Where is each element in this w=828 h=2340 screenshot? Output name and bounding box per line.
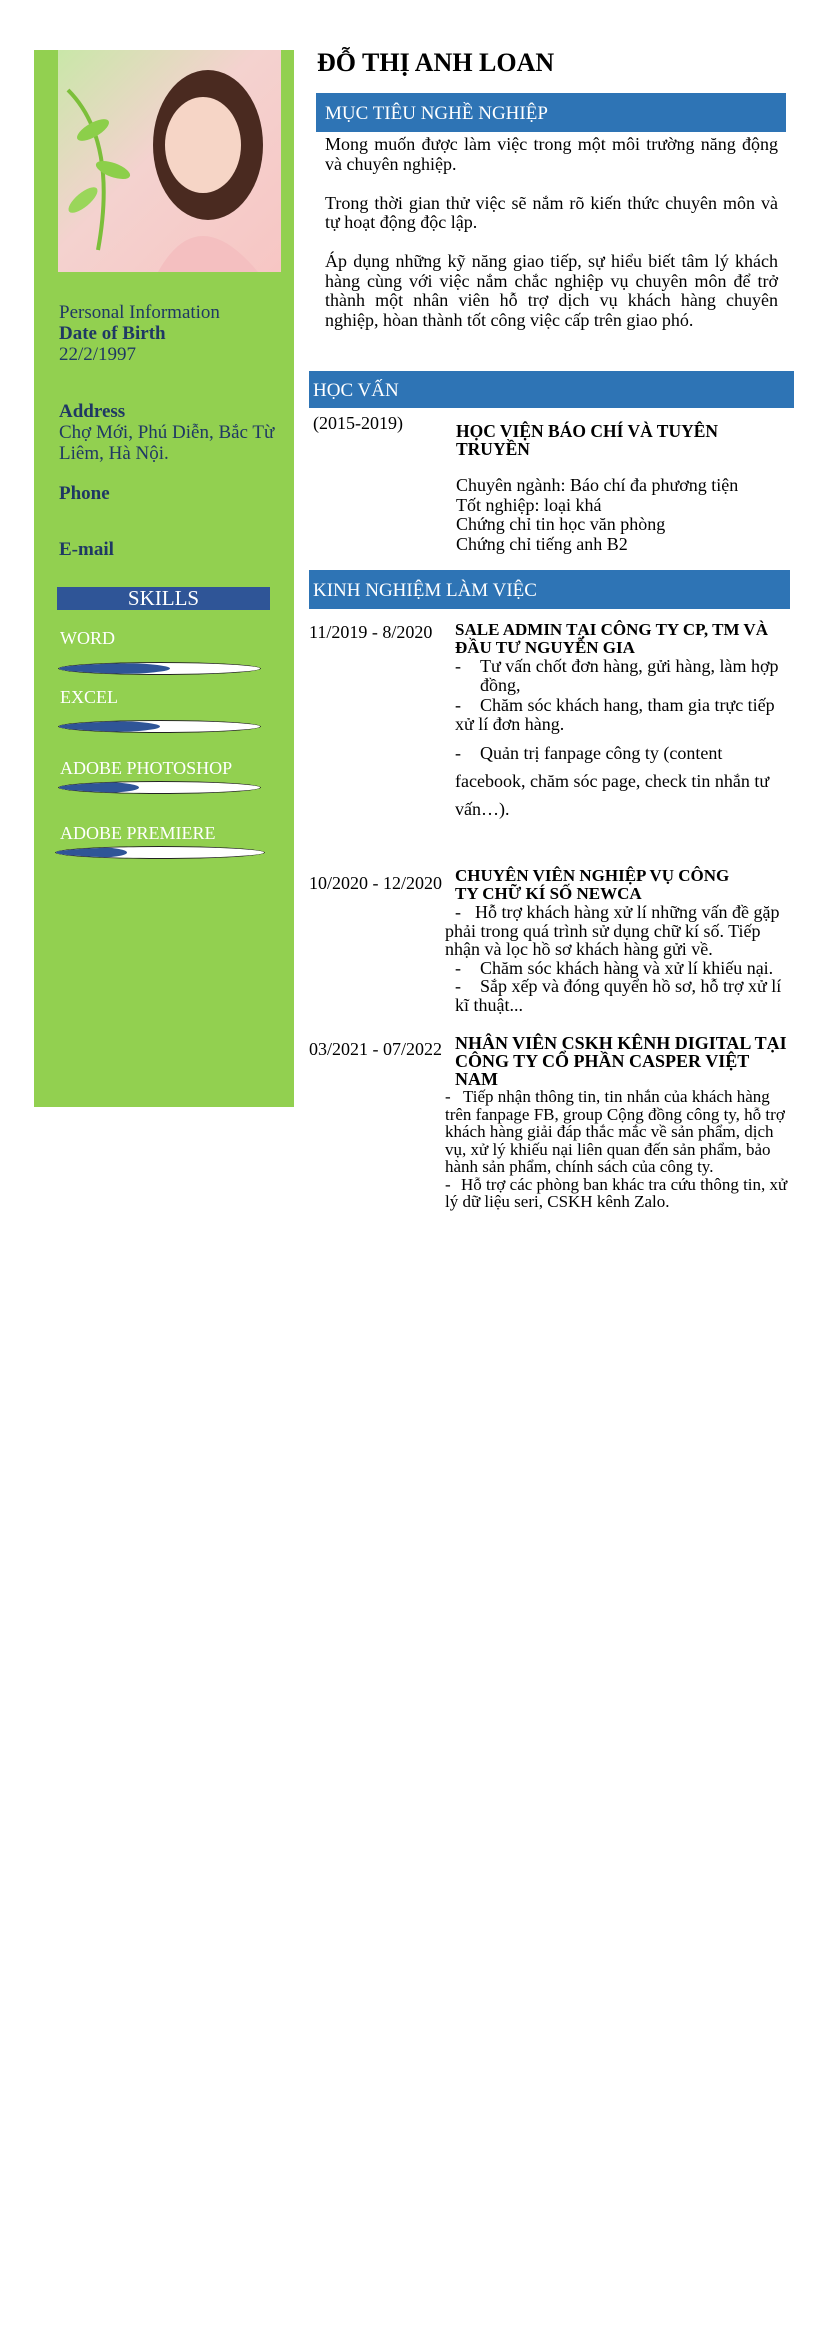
education-line: Tốt nghiệp: loại khá xyxy=(456,494,602,515)
job-bullet: Hỗ trợ khách hàng xử lí những vấn đề gặp phải trong quá trình sử dụng chữ kí số. Tiếp nhận và lọc hồ sơ khách hàng gửi về. xyxy=(445,902,780,959)
objective-body xyxy=(325,135,778,330)
education-line: Chứng chỉ tiếng anh B2 xyxy=(456,533,628,554)
education-content xyxy=(456,422,796,554)
education-details xyxy=(456,476,796,554)
skill-label: ADOBE PHOTOSHOP xyxy=(60,758,233,778)
experience-header: KINH NGHIỆM LÀM VIỆC xyxy=(309,570,790,609)
job-period: 10/2020 - 12/2020 xyxy=(309,873,442,893)
job-period: 03/2021 - 07/2022 xyxy=(309,1039,442,1059)
personal-info-heading: Personal Information xyxy=(59,302,220,323)
profile-photo xyxy=(58,50,281,272)
job-content xyxy=(455,621,795,823)
school-name: HỌC VIỆN BÁO CHÍ VÀ TUYÊN TRUYỀN xyxy=(456,421,719,459)
job-period: 11/2019 - 8/2020 xyxy=(309,622,433,642)
skill-level-bar xyxy=(58,781,261,794)
objective-paragraph: Trong thời gian thử việc sẽ nắm rõ kiến thức chuyên môn và tự hoạt động độc lập. xyxy=(325,192,778,232)
skill-level-bar xyxy=(58,662,261,675)
education-header: HỌC VẤN xyxy=(309,371,794,408)
education-period: (2015-2019) xyxy=(313,413,403,433)
dob-label: Date of Birth xyxy=(59,323,166,344)
job-entry xyxy=(309,1034,795,1211)
skill-level-bar xyxy=(58,720,261,733)
email-label: E-mail xyxy=(59,539,114,560)
skills-heading: SKILLS xyxy=(57,587,270,610)
bullet-dash: - xyxy=(445,1087,451,1106)
bullet-dash: - xyxy=(455,695,461,715)
address-value: Chợ Mới, Phú Diễn, Bắc Từ Liêm, Hà Nội. xyxy=(59,422,275,464)
dob-value: 22/2/1997 xyxy=(59,344,137,365)
bullet-dash: - xyxy=(455,743,461,763)
skill-label: EXCEL xyxy=(60,687,118,707)
objective-paragraph: Mong muốn được làm việc trong một môi trường năng động và chuyên nghiệp. xyxy=(325,134,778,174)
job-bullet: Tư vấn chốt đơn hàng, gửi hàng, làm hợp đồng, xyxy=(480,656,779,695)
job-bullets xyxy=(445,903,795,1014)
job-bullet: Chăm sóc khách hang, tham gia trực tiếp xử lí đơn hàng. xyxy=(455,695,775,734)
job-bullets xyxy=(455,657,795,823)
skill-level-bar xyxy=(55,846,265,859)
job-content xyxy=(445,866,795,1015)
education-line: Chứng chỉ tin học văn phòng xyxy=(456,514,666,534)
portrait-illustration xyxy=(58,50,281,272)
job-bullets xyxy=(445,1088,795,1211)
phone-label: Phone xyxy=(59,483,110,504)
personal-info-block xyxy=(59,302,279,560)
job-bullet: Chăm sóc khách hàng và xử lí khiếu nại. xyxy=(480,957,774,978)
job-bullet: Sắp xếp và đóng quyển hồ sơ, hỗ trợ xử lí kĩ thuật... xyxy=(455,976,782,1015)
bullet-dash: - xyxy=(455,656,461,676)
skill-label: WORD xyxy=(60,628,115,648)
bullet-dash: - xyxy=(445,1174,451,1194)
skill-label: ADOBE PREMIERE xyxy=(60,823,216,843)
job-bullet: Quản trị fanpage công ty (content facebook, chăm sóc page, check tin nhắn tư vấn…). xyxy=(455,743,770,819)
job-entry xyxy=(309,867,795,1014)
address-label: Address xyxy=(59,401,126,422)
candidate-name: ĐỖ THỊ ANH LOAN xyxy=(317,48,555,77)
bullet-dash: - xyxy=(455,957,461,978)
objective-paragraph: Áp dụng những kỹ năng giao tiếp, sự hiểu biết tâm lý khách hàng cùng với việc nắm chắc nghiệp vụ chuyên môn để trở thành một nhân viên hỗ trợ dịch vụ khách hàng chuyên nghiệp, hòan thành tốt công việc cấp trên giao phó. xyxy=(325,251,778,330)
job-title: SALE ADMIN TẠI CÔNG TY CP, TM VÀ ĐẦU TƯ NGUYỄN GIA xyxy=(455,620,768,657)
job-bullet: Tiếp nhận thông tin, tin nhắn của khách hàng trên fanpage FB, group Cộng đồng công ty, hỗ trợ khách hàng giải đáp thắc mắc về sản phẩm, dịch vụ, xử lý khiếu nại liên quan đến sản phẩm, bảo hành sản phẩm, chính sách của công ty. xyxy=(445,1087,785,1176)
job-content xyxy=(445,1033,795,1211)
job-title: NHÂN VIÊN CSKH KÊNH DIGITAL TẠI CÔNG TY CỔ PHẦN CASPER VIỆT NAM xyxy=(455,1033,787,1089)
education-line: Chuyên ngành: Báo chí đa phương tiện xyxy=(456,475,739,495)
job-title: CHUYÊN VIÊN NGHIỆP VỤ CÔNG TY CHỮ KÍ SỐ NEWCA xyxy=(455,866,730,903)
bullet-dash: - xyxy=(455,976,461,996)
experience-list xyxy=(309,621,795,1211)
job-bullet: Hỗ trợ các phòng ban khác tra cứu thông tin, xử lý dữ liệu seri, CSKH kênh Zalo. xyxy=(445,1174,788,1211)
objective-header: MỤC TIÊU NGHỀ NGHIỆP xyxy=(316,93,786,132)
job-entry xyxy=(309,621,795,823)
bullet-dash: - xyxy=(455,902,461,922)
phone-value xyxy=(59,504,279,539)
